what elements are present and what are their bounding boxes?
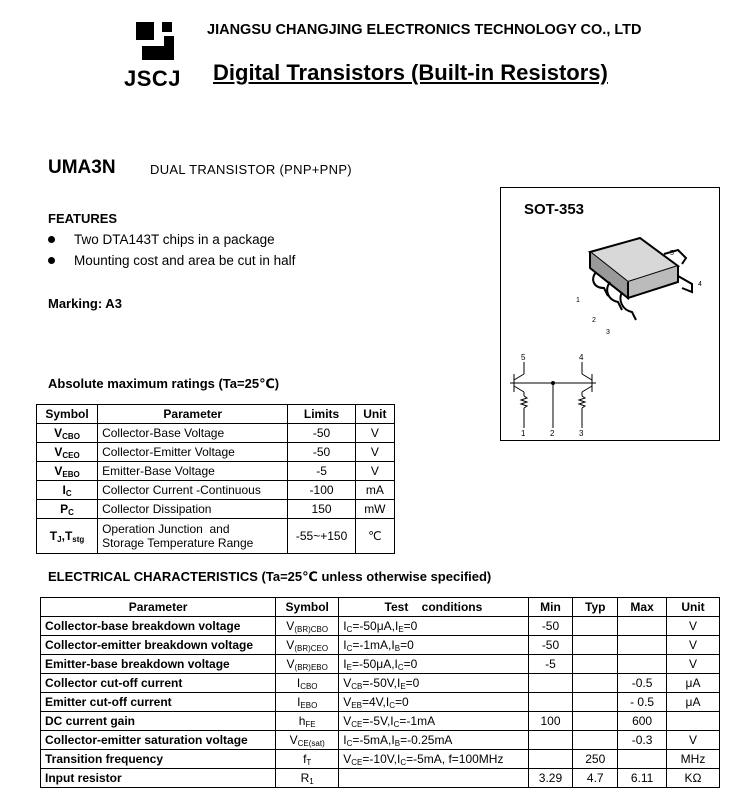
typ-cell: [573, 636, 618, 655]
typ-cell: [573, 712, 618, 731]
symbol-cell: $V_{CEO}$: [37, 443, 98, 462]
parameter-cell: Emitter-Base Voltage: [98, 462, 288, 481]
max-cell: [618, 617, 667, 636]
symbol-cell: $R_1$: [276, 769, 339, 788]
symbol-cell: $V_{(BR)CBO}$: [276, 617, 339, 636]
pin-label: 3: [579, 429, 584, 438]
parameter-cell: Collector-Emitter Voltage: [98, 443, 288, 462]
symbol-cell: $V_{EBO}$: [37, 462, 98, 481]
typ-cell: 250: [573, 750, 618, 769]
table-row: [41, 712, 720, 731]
min-cell: [528, 750, 573, 769]
unit-cell: V: [355, 424, 394, 443]
unit-cell: MHz: [667, 750, 720, 769]
unit-cell: μA: [667, 674, 720, 693]
unit-cell: V: [355, 462, 394, 481]
symbol-cell: $f_T$: [276, 750, 339, 769]
symbol-cell: $h_{FE}$: [276, 712, 339, 731]
parameter-cell: Emitter cut-off current: [41, 693, 276, 712]
condition-cell: $I_C=-5mA,I_B=-0.25mA$: [339, 731, 528, 750]
typ-cell: [573, 617, 618, 636]
electrical-heading: ELECTRICAL CHARACTERISTICS (Ta=25℃ unless otherwise specified): [48, 569, 492, 584]
parameter-cell: DC current gain: [41, 712, 276, 731]
logo-text: JSCJ: [124, 66, 182, 91]
min-cell: -50: [528, 636, 573, 655]
max-cell: -0.5: [618, 674, 667, 693]
condition-cell: $I_C=-50\mu A,I_E=0$: [339, 617, 528, 636]
unit-cell: μA: [667, 693, 720, 712]
unit-cell: [667, 712, 720, 731]
symbol-cell: $V_{(BR)CEO}$: [276, 636, 339, 655]
pin-label: 2: [550, 429, 555, 438]
parameter-cell: Collector-Base Voltage: [98, 424, 288, 443]
table-header-row: [37, 405, 395, 424]
max-cell: -0.3: [618, 731, 667, 750]
table-row: [41, 693, 720, 712]
col-header: Parameter: [98, 405, 288, 424]
abs-max-table: [36, 404, 395, 554]
abs-max-heading: Absolute maximum ratings (Ta=25℃): [48, 376, 280, 391]
min-cell: -50: [528, 617, 573, 636]
pin-label: 4: [698, 281, 702, 288]
parameter-cell: Collector-emitter saturation voltage: [41, 731, 276, 750]
parameter-cell: Emitter-base breakdown voltage: [41, 655, 276, 674]
bullet-icon: [48, 257, 55, 264]
table-row: [37, 519, 395, 554]
pin-label: 5: [521, 353, 526, 362]
symbol-cell: $T_J,T_{stg}$: [37, 519, 98, 554]
min-cell: [528, 693, 573, 712]
typ-cell: 4.7: [573, 769, 618, 788]
package-title: SOT-353: [524, 201, 585, 218]
unit-cell: V: [667, 731, 720, 750]
min-cell: 100: [528, 712, 573, 731]
condition-cell: [339, 769, 528, 788]
table-row: [41, 769, 720, 788]
electrical-table: [40, 597, 720, 788]
max-cell: 6.11: [618, 769, 667, 788]
condition-cell: $V_{EB}=4V,I_C=0$: [339, 693, 528, 712]
table-row: [37, 462, 395, 481]
part-description: DUAL TRANSISTOR (PNP+PNP): [150, 162, 352, 177]
col-header: Limits: [288, 405, 355, 424]
symbol-cell: $I_C$: [37, 481, 98, 500]
document-title: Digital Transistors (Built-in Resistors): [213, 60, 608, 85]
symbol-cell: $V_{(BR)EBO}$: [276, 655, 339, 674]
condition-cell: $V_{CB}=-50V,I_E=0$: [339, 674, 528, 693]
col-header: Parameter: [41, 598, 276, 617]
col-header: Unit: [355, 405, 394, 424]
feature-item: Mounting cost and area be cut in half: [48, 253, 295, 268]
table-row: [41, 617, 720, 636]
unit-cell: ℃: [355, 519, 394, 554]
col-header: Max: [618, 598, 667, 617]
unit-cell: mA: [355, 481, 394, 500]
min-cell: 3.29: [528, 769, 573, 788]
parameter-cell: Collector cut-off current: [41, 674, 276, 693]
symbol-cell: $I_{CBO}$: [276, 674, 339, 693]
unit-cell: KΩ: [667, 769, 720, 788]
table-row: [37, 424, 395, 443]
company-name: JIANGSU CHANGJING ELECTRONICS TECHNOLOGY CO., LTD: [207, 22, 642, 38]
limit-cell: -100: [288, 481, 355, 500]
parameter-cell: Operation Junction and Storage Temperature Range: [98, 519, 288, 554]
parameter-cell: Collector-base breakdown voltage: [41, 617, 276, 636]
parameter-cell: Collector Dissipation: [98, 500, 288, 519]
table-row: [41, 636, 720, 655]
unit-cell: V: [667, 655, 720, 674]
feature-item: Two DTA143T chips in a package: [48, 232, 275, 247]
typ-cell: [573, 674, 618, 693]
marking-label: Marking: A3: [48, 296, 122, 311]
table-row: [37, 481, 395, 500]
unit-cell: V: [667, 636, 720, 655]
table-header-row: [41, 598, 720, 617]
typ-cell: [573, 731, 618, 750]
symbol-cell: $P_C$: [37, 500, 98, 519]
condition-cell: $V_{CE}=-10V,I_C=-5mA$, f=100MHz: [339, 750, 528, 769]
typ-cell: [573, 655, 618, 674]
col-header: Unit: [667, 598, 720, 617]
col-header: Symbol: [37, 405, 98, 424]
max-cell: 600: [618, 712, 667, 731]
symbol-cell: $I_{EBO}$: [276, 693, 339, 712]
min-cell: [528, 731, 573, 750]
schematic-drawing: [506, 352, 606, 438]
pin-label: 4: [579, 353, 584, 362]
unit-cell: mW: [355, 500, 394, 519]
unit-cell: V: [667, 617, 720, 636]
limit-cell: -55~+150: [288, 519, 355, 554]
unit-cell: V: [355, 443, 394, 462]
features-heading: FEATURES: [48, 211, 118, 226]
col-header: Min: [528, 598, 573, 617]
table-row: [41, 674, 720, 693]
pin-label: 1: [576, 297, 580, 304]
symbol-cell: $V_{CBO}$: [37, 424, 98, 443]
parameter-cell: Collector Current -Continuous: [98, 481, 288, 500]
limit-cell: -50: [288, 443, 355, 462]
table-row: [41, 750, 720, 769]
pin-label: 2: [592, 317, 596, 324]
parameter-cell: Transition frequency: [41, 750, 276, 769]
max-cell: - 0.5: [618, 693, 667, 712]
limit-cell: -5: [288, 462, 355, 481]
table-row: [37, 443, 395, 462]
pin-label: 5: [670, 250, 674, 257]
part-number: UMA3N: [48, 157, 116, 178]
bullet-icon: [48, 236, 55, 243]
col-header: Symbol: [276, 598, 339, 617]
max-cell: [618, 636, 667, 655]
pin-label: 3: [606, 329, 610, 336]
package-3d-drawing: [560, 224, 710, 344]
pin-label: 1: [521, 429, 526, 438]
parameter-cell: Input resistor: [41, 769, 276, 788]
min-cell: [528, 674, 573, 693]
max-cell: [618, 750, 667, 769]
min-cell: -5: [528, 655, 573, 674]
col-header: Test conditions: [339, 598, 528, 617]
limit-cell: 150: [288, 500, 355, 519]
condition-cell: $I_E=-50\mu A,I_C=0$: [339, 655, 528, 674]
symbol-cell: $V_{CE(sat)}$: [276, 731, 339, 750]
condition-cell: $V_{CE}=-5V,I_C=-1mA$: [339, 712, 528, 731]
table-row: [37, 500, 395, 519]
table-row: [41, 731, 720, 750]
jscj-logo-mark: [136, 22, 180, 62]
condition-cell: $I_C=-1mA,I_B=0$: [339, 636, 528, 655]
max-cell: [618, 655, 667, 674]
parameter-cell: Collector-emitter breakdown voltage: [41, 636, 276, 655]
table-row: [41, 655, 720, 674]
limit-cell: -50: [288, 424, 355, 443]
col-header: Typ: [573, 598, 618, 617]
typ-cell: [573, 693, 618, 712]
